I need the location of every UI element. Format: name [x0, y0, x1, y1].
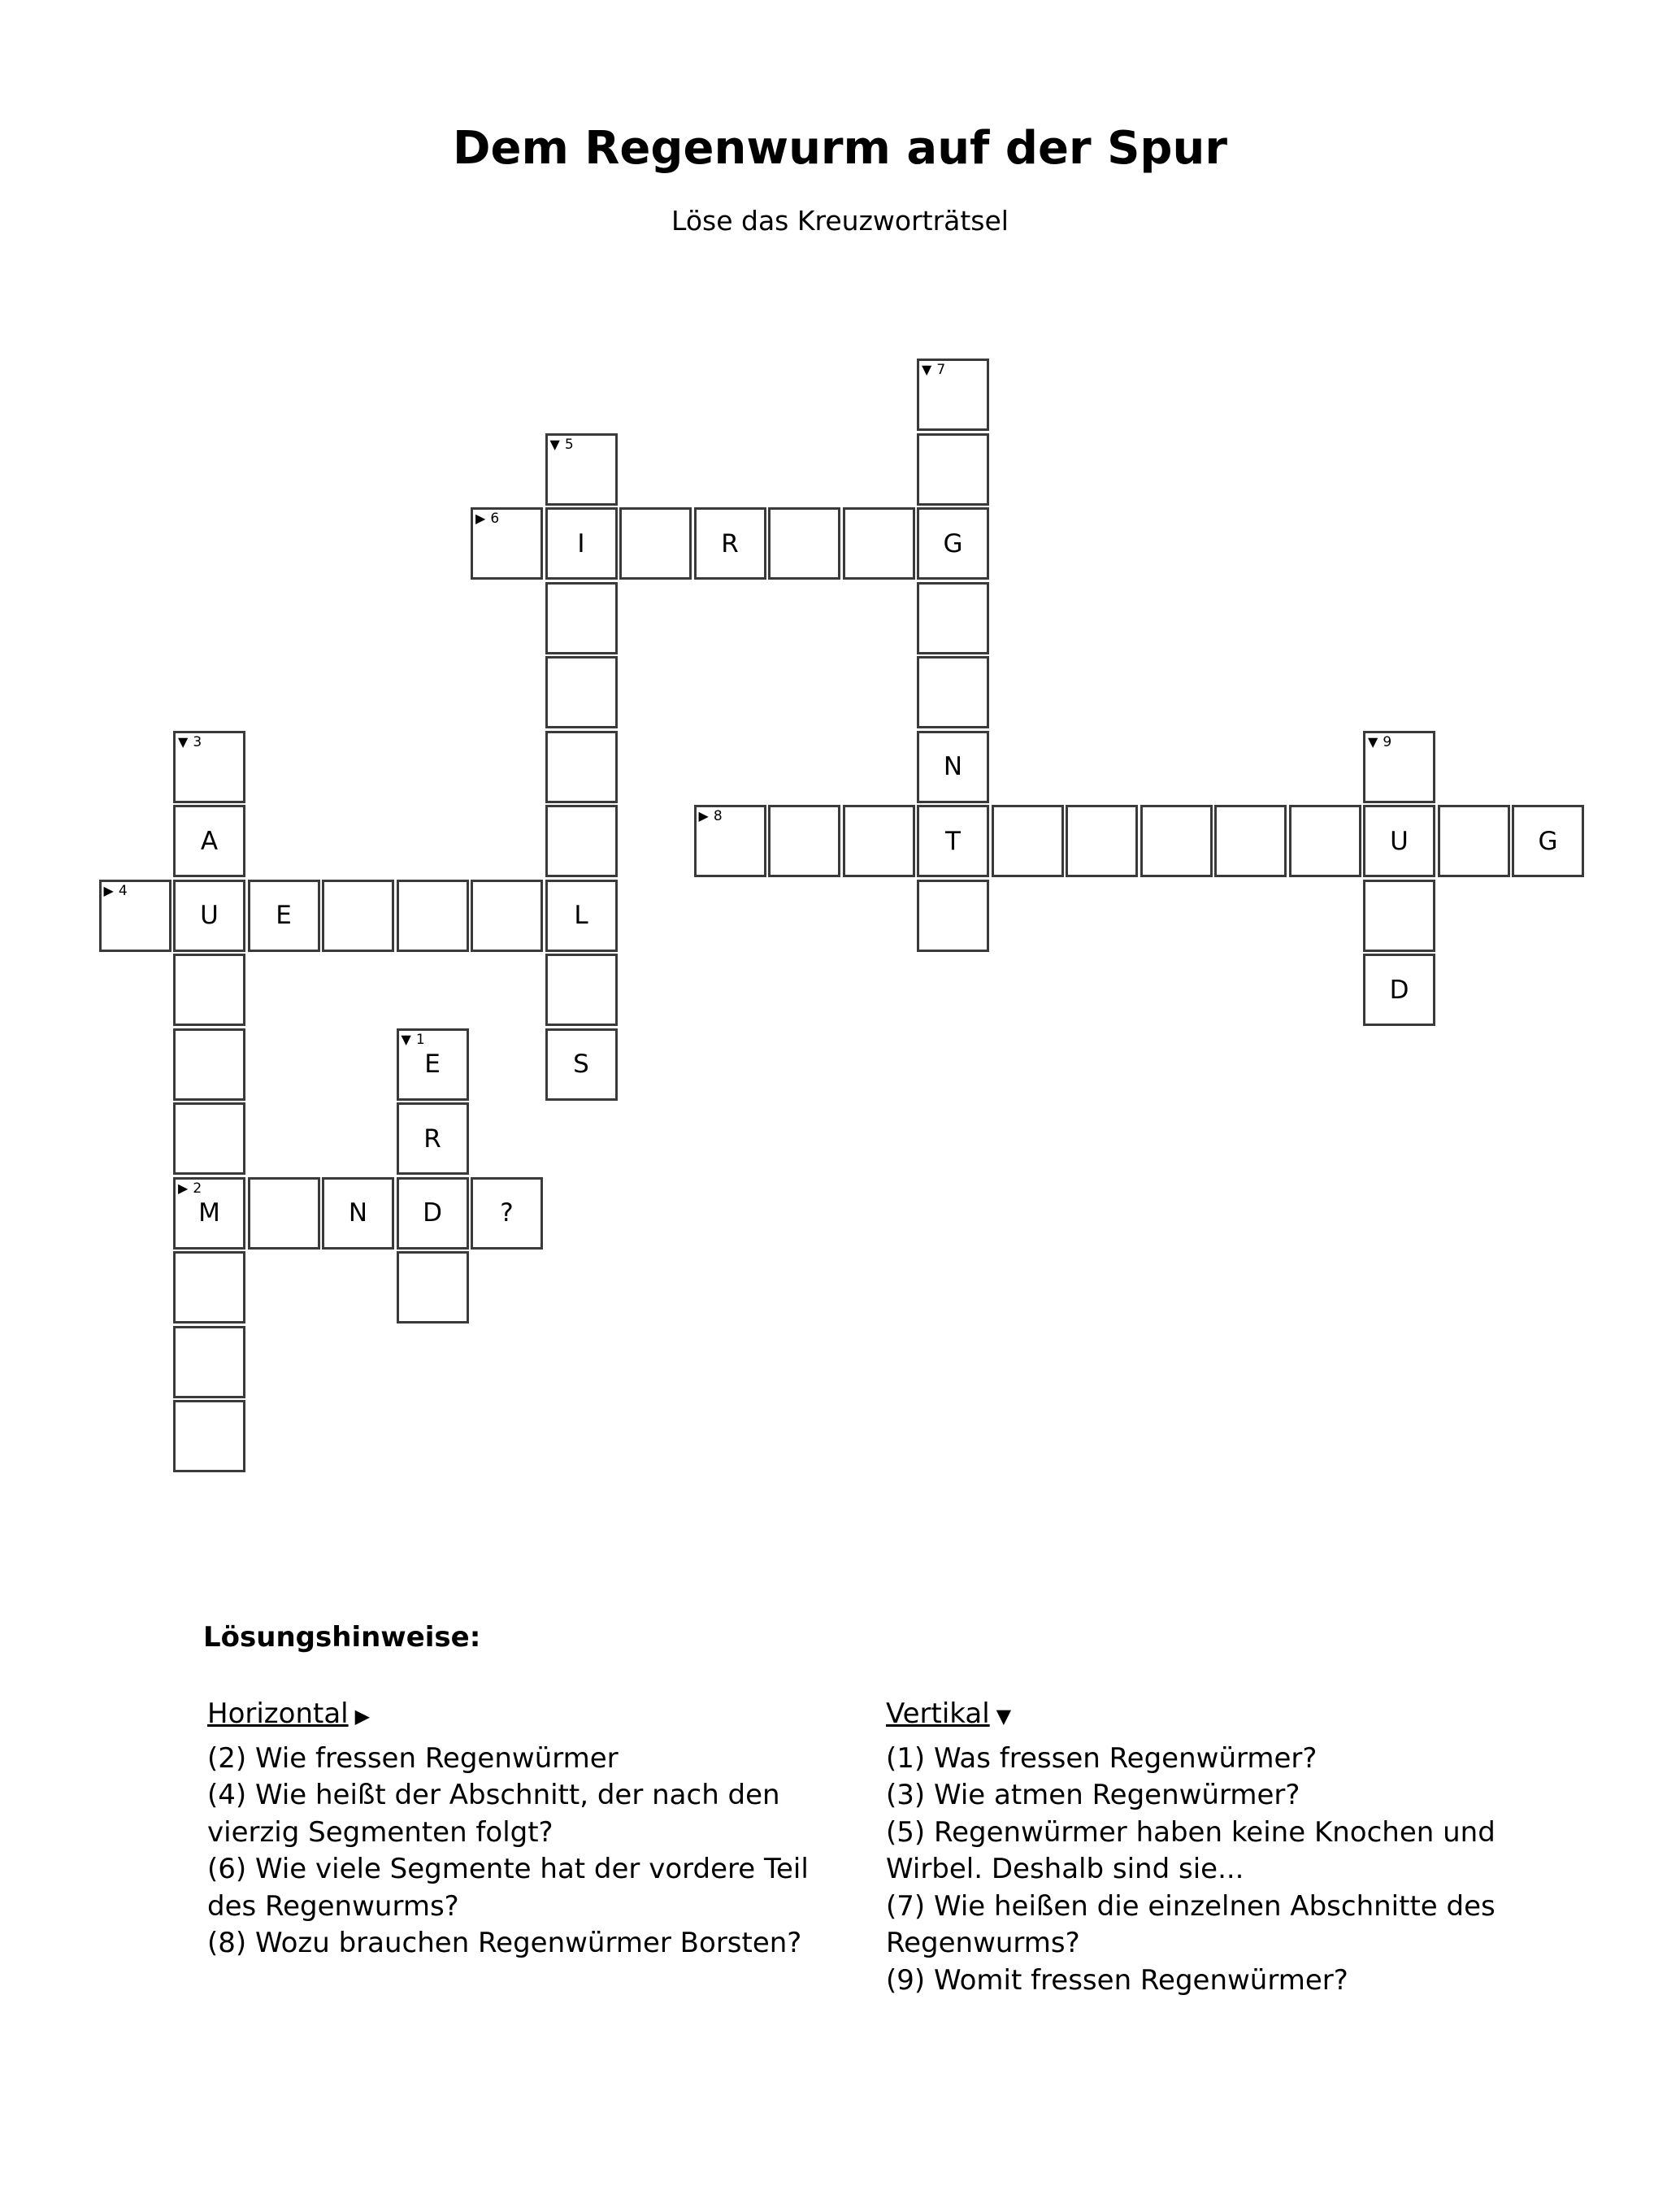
hint-line: Regenwurms?	[886, 1927, 1080, 1959]
cell-letter: I	[577, 528, 585, 559]
cell-letter: E	[424, 1050, 441, 1079]
crossword-cell[interactable]	[248, 880, 320, 952]
crossword-cell[interactable]	[1512, 805, 1584, 877]
crossword-cell[interactable]	[322, 1177, 394, 1250]
down-arrow-icon: ▼	[549, 436, 560, 452]
crossword-cell[interactable]	[545, 507, 618, 580]
crossword-cell[interactable]	[173, 1400, 245, 1472]
cell-letter: U	[1390, 826, 1409, 856]
crossword-cell-2[interactable]	[173, 1177, 245, 1250]
clue-number: ▶ 4	[103, 882, 128, 899]
cell-letter: E	[276, 901, 292, 930]
crossword-cell[interactable]	[694, 507, 766, 580]
crossword-cell[interactable]	[1066, 805, 1138, 877]
page-subtitle: Löse das Kreuzworträtsel	[671, 205, 1009, 237]
hint-line: (3) Wie atmen Regenwürmer?	[886, 1779, 1300, 1811]
crossword-cell-8[interactable]	[694, 805, 766, 877]
crossword-cell[interactable]	[768, 805, 840, 877]
crossword-cell[interactable]	[917, 507, 989, 580]
crossword-cell[interactable]	[173, 954, 245, 1026]
crossword-cell[interactable]	[1363, 880, 1435, 952]
crossword-cell[interactable]	[1438, 805, 1510, 877]
crossword-cell[interactable]	[397, 1251, 469, 1324]
crossword-cell[interactable]	[471, 880, 543, 952]
crossword-cell-7[interactable]	[917, 359, 989, 431]
crossword-cell[interactable]	[917, 656, 989, 728]
hint-line: (1) Was fressen Regenwürmer?	[886, 1741, 1318, 1775]
crossword-cell[interactable]	[1214, 805, 1287, 877]
crossword-cell-6[interactable]	[471, 507, 543, 580]
hint-line: (5) Regenwürmer haben keine Knochen und	[886, 1815, 1496, 1849]
crossword-cell[interactable]	[173, 1326, 245, 1398]
hints-title: Lösungshinweise:	[203, 1621, 481, 1654]
crossword-cell[interactable]	[397, 1177, 469, 1250]
crossword-cell[interactable]	[397, 880, 469, 952]
right-arrow-icon: ▶	[103, 882, 114, 898]
hint-line: Wirbel. Deshalb sind sie...	[886, 1853, 1244, 1885]
crossword-cell-1[interactable]	[397, 1028, 469, 1101]
cell-letter: N	[943, 752, 963, 781]
clue-number: ▶ 8	[698, 808, 723, 824]
hint-line: (8) Wozu brauchen Regenwürmer Borsten?	[207, 1927, 802, 1959]
vertikal-label: Vertikal	[886, 1697, 990, 1730]
clue-number: ▼ 7	[922, 362, 946, 378]
hint-line: (4) Wie heißt der Abschnitt, der nach den	[207, 1779, 780, 1811]
crossword-cell[interactable]	[843, 507, 915, 580]
crossword-cell[interactable]	[471, 1177, 543, 1250]
crossword-cell[interactable]	[545, 1028, 618, 1101]
down-arrow-icon: ▼	[178, 733, 189, 750]
crossword-cell[interactable]	[917, 880, 989, 952]
crossword-cell[interactable]	[397, 1102, 469, 1175]
right-arrow-icon: ▶	[354, 1705, 371, 1728]
crossword-cell[interactable]	[917, 805, 989, 877]
clue-number: ▼ 9	[1368, 733, 1392, 750]
cell-letter: U	[200, 901, 219, 930]
clue-number: ▶ 2	[178, 1180, 202, 1197]
right-arrow-icon: ▶	[475, 511, 486, 526]
crossword-cell[interactable]	[917, 433, 989, 506]
crossword-cell[interactable]	[545, 582, 618, 654]
cell-letter: G	[943, 528, 963, 559]
crossword-cell[interactable]	[545, 656, 618, 728]
hint-line: (7) Wie heißen die einzelnen Abschnitte des	[886, 1889, 1496, 1923]
hint-line: des Regenwurms?	[207, 1889, 459, 1923]
page-title: Dem Regenwurm auf der Spur	[452, 122, 1227, 175]
crossword-cell[interactable]	[917, 582, 989, 654]
hints-horizontal-heading	[207, 1696, 857, 1736]
down-arrow-icon: ▼	[996, 1705, 1012, 1728]
crossword-cell[interactable]	[545, 954, 618, 1026]
clue-number: ▼ 5	[549, 436, 574, 453]
crossword-cell-5[interactable]	[545, 433, 618, 506]
hint-line: vierzig Segmenten folgt?	[207, 1815, 553, 1849]
crossword-cell[interactable]	[992, 805, 1064, 877]
crossword-cell[interactable]	[1363, 805, 1435, 877]
down-arrow-icon: ▼	[401, 1031, 411, 1047]
hint-line: (9) Womit fressen Regenwürmer?	[886, 1963, 1348, 1997]
crossword-cell[interactable]	[843, 805, 915, 877]
hint-line: (6) Wie viele Segmente hat der vordere Teil	[207, 1853, 809, 1885]
crossword-cell[interactable]	[619, 507, 692, 580]
right-arrow-icon: ▶	[178, 1180, 189, 1196]
cell-letter: D	[1389, 975, 1409, 1005]
cell-letter: R	[721, 528, 739, 559]
down-arrow-icon: ▼	[922, 362, 932, 377]
right-arrow-icon: ▶	[698, 808, 709, 824]
hints-horizontal	[207, 1696, 857, 1962]
crossword-cell[interactable]	[173, 880, 245, 952]
crossword-cell[interactable]	[545, 731, 618, 803]
hint-line: (2) Wie fressen Regenwürmer	[207, 1741, 619, 1775]
crossword-cell[interactable]	[1140, 805, 1213, 877]
clue-number: ▼ 3	[178, 733, 202, 750]
crossword-cell[interactable]	[545, 805, 618, 877]
crossword-cell[interactable]	[248, 1177, 320, 1250]
cell-letter: R	[423, 1124, 441, 1154]
cell-letter: M	[198, 1198, 220, 1228]
cell-letter: L	[574, 901, 588, 930]
cell-letter: D	[423, 1198, 442, 1228]
crossword-cell[interactable]	[322, 880, 394, 952]
clue-number: ▶ 6	[475, 511, 500, 527]
crossword-cell[interactable]	[768, 507, 840, 580]
down-arrow-icon: ▼	[1368, 733, 1378, 750]
crossword-cell[interactable]	[1289, 805, 1361, 877]
cell-letter: A	[200, 826, 219, 856]
cell-letter: T	[945, 826, 961, 856]
crossword-cell[interactable]	[545, 880, 618, 952]
hints-vertikal	[886, 1696, 1552, 1999]
crossword-cell-4[interactable]	[99, 880, 171, 952]
hints-vertikal-heading	[886, 1696, 1552, 1736]
crossword-cell[interactable]	[173, 1251, 245, 1324]
crossword-cell[interactable]	[173, 1102, 245, 1175]
crossword-cell-9[interactable]	[1363, 731, 1435, 803]
crossword-cell[interactable]	[917, 731, 989, 803]
cell-letter: S	[573, 1050, 589, 1079]
cell-letter: ?	[500, 1198, 514, 1228]
crossword-cell-3[interactable]	[173, 731, 245, 803]
clue-number: ▼ 1	[401, 1031, 425, 1048]
crossword-cell[interactable]	[173, 805, 245, 877]
cell-letter: N	[348, 1198, 368, 1228]
crossword-cell[interactable]	[173, 1028, 245, 1101]
horizontal-label: Horizontal	[207, 1697, 349, 1730]
cell-letter: G	[1538, 826, 1558, 856]
crossword-cell[interactable]	[1363, 954, 1435, 1026]
